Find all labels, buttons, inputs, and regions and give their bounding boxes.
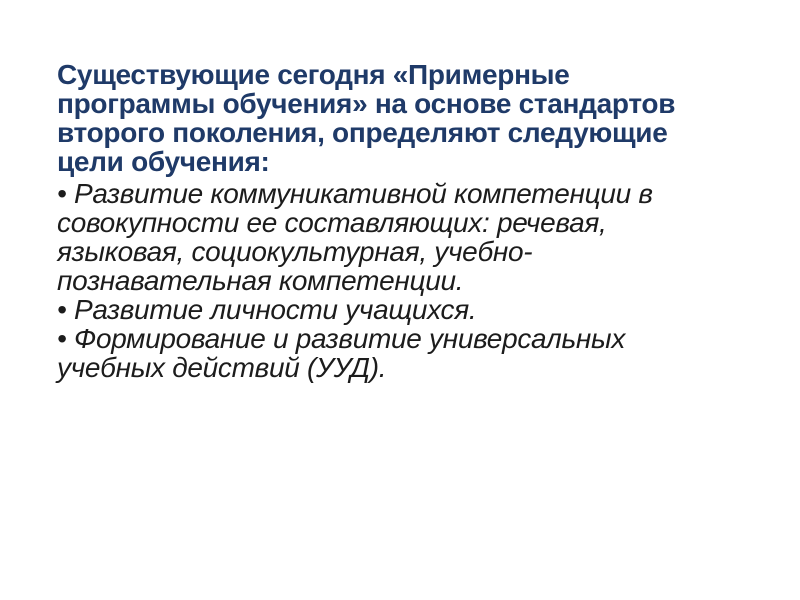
bullet-list [57,179,757,382]
slide-text-block [57,60,757,382]
title-line: программы обучения» на основе стандартов [57,88,676,119]
bullet-line: • Развитие коммуникативной компетенции в [57,178,653,209]
bullet-line: • Формирование и развитие универсальных [57,323,626,354]
bullet-line: совокупности ее составляющих: речевая, [57,207,607,238]
bullet-line: • Развитие личности учащихся. [57,294,477,325]
bullet-line: познавательная компетенции. [57,265,464,296]
bullet-line: учебных действий (УУД). [57,352,387,383]
slide-title [57,60,757,176]
title-line: Существующие сегодня «Примерные [57,59,570,90]
title-line: второго поколения, определяют следующие [57,117,668,148]
bullet-line: языковая, социокультурная, учебно- [57,236,533,267]
title-line: цели обучения: [57,146,270,177]
